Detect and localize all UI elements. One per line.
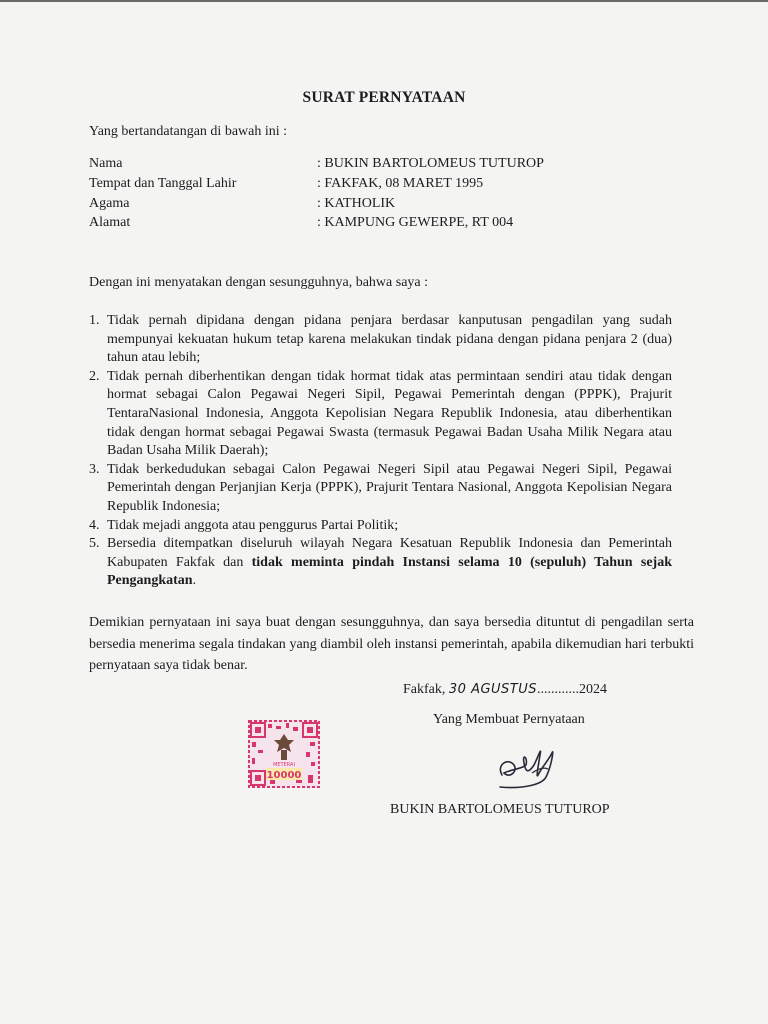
item-number: 5. — [89, 536, 100, 552]
item-number: 2. — [89, 368, 100, 384]
statement-intro: Dengan ini menyatakan dengan sesungguhnya, bahwa saya : — [89, 275, 429, 290]
stamp-label: METERAI — [273, 762, 295, 768]
top-edge-line — [0, 0, 768, 2]
item-text-end: . — [192, 573, 197, 589]
item-number: 3. — [89, 461, 100, 477]
item-text-regular: Bersedia ditempatkan diseluruh wilayah Negara Kesatuan Republik Indonesia dan Pemerintah Kabupaten Fakfak dan — [107, 536, 672, 570]
list-item — [89, 535, 672, 591]
identity-label: Agama — [89, 196, 130, 211]
list-item — [89, 517, 672, 536]
identity-value: : FAKFAK, 08 MARET 1995 — [317, 176, 484, 191]
closing-paragraph: Demikian pernyataan ini saya buat dengan sesungguhnya, dan saya bersedia dituntut di pengadilan serta bersedia menerima segala tindakan yang diambil oleh instansi pemerintah, apabila dikemudian hari terbukti pernyataan saya tidak benar. — [89, 615, 694, 673]
identity-row-address — [89, 215, 649, 235]
item-number: 4. — [89, 517, 100, 533]
item-number: 1. — [89, 313, 100, 328]
identity-value: : KAMPUNG GEWERPE, RT 004 — [317, 215, 514, 230]
identity-label: Nama — [89, 156, 123, 171]
identity-row-name — [89, 156, 649, 176]
item-text: Tidak mejadi anggota atau penggurus Partai Politik; — [107, 517, 399, 533]
list-item — [89, 368, 672, 461]
document-title: SURAT PERNYATAAN — [302, 89, 466, 106]
item-text: Tidak pernah dipidana dengan pidana penjara berdasar kanputusan pengadilan yang sudah mempunyai kekuatan hukum tetap karena melakukan tindak pidana dengan pidana penjara 2 (dua) tahun atau lebih; — [107, 313, 672, 366]
item-text — [107, 535, 672, 591]
list-item — [89, 461, 672, 517]
identity-label: Tempat dan Tanggal Lahir — [89, 176, 237, 191]
statement-list — [89, 312, 672, 591]
maker-label: Yang Membuat Pernyataan — [433, 712, 585, 727]
identity-value: : BUKIN BARTOLOMEUS TUTUROP — [317, 156, 544, 171]
handwritten-signature — [482, 735, 582, 795]
handwritten-date: 30 AGUSTUS — [448, 682, 538, 697]
item-text: Tidak pernah diberhentikan dengan tidak hormat tidak atas permintaan sendiri atau tidak dengan hormat sebagai Calon Pegawai Negeri Sipil, Pegawai Pemerintah dengan (PPPK), Prajurit TentaraNasional Indonesia, Anggota Kepolisian Negara Republik Indonesia, atau diberhentikan tidak dengan hormat sebagai Pegawai Swasta (termasuk Pegawai Badan Usaha Milik Negara atau Badan Usaha Milik Daerah); — [107, 368, 672, 459]
identity-label: Alamat — [89, 215, 131, 230]
stamp-value: 10000 — [266, 770, 302, 781]
item-text: Tidak berkedudukan sebagai Calon Pegawai Negeri Sipil atau Pegawai Negeri Sipil, Pegawai Pemerintah dengan Perjanjian Kerja (PPPK), Prajurit Tentara Nasional, Anggota Kepolisian Negara Republik Indonesia; — [107, 461, 672, 514]
list-item — [89, 312, 672, 368]
identity-row-birth — [89, 176, 649, 196]
date-year: ............2024 — [537, 682, 608, 697]
item-text-bold: tidak meminta pindah Instansi selama 10 (sepuluh) Tahun sejak Pengangkatan — [107, 554, 672, 589]
signer-name: BUKIN BARTOLOMEUS TUTUROP — [390, 802, 610, 817]
meterai-stamp-icon — [248, 720, 320, 788]
identity-value: : KATHOLIK — [317, 196, 396, 211]
place-text: Fakfak, — [403, 682, 449, 697]
intro-text: Yang bertandatangan di bawah ini : — [89, 124, 288, 139]
identity-row-religion — [89, 196, 649, 216]
place-date-line — [403, 682, 607, 698]
